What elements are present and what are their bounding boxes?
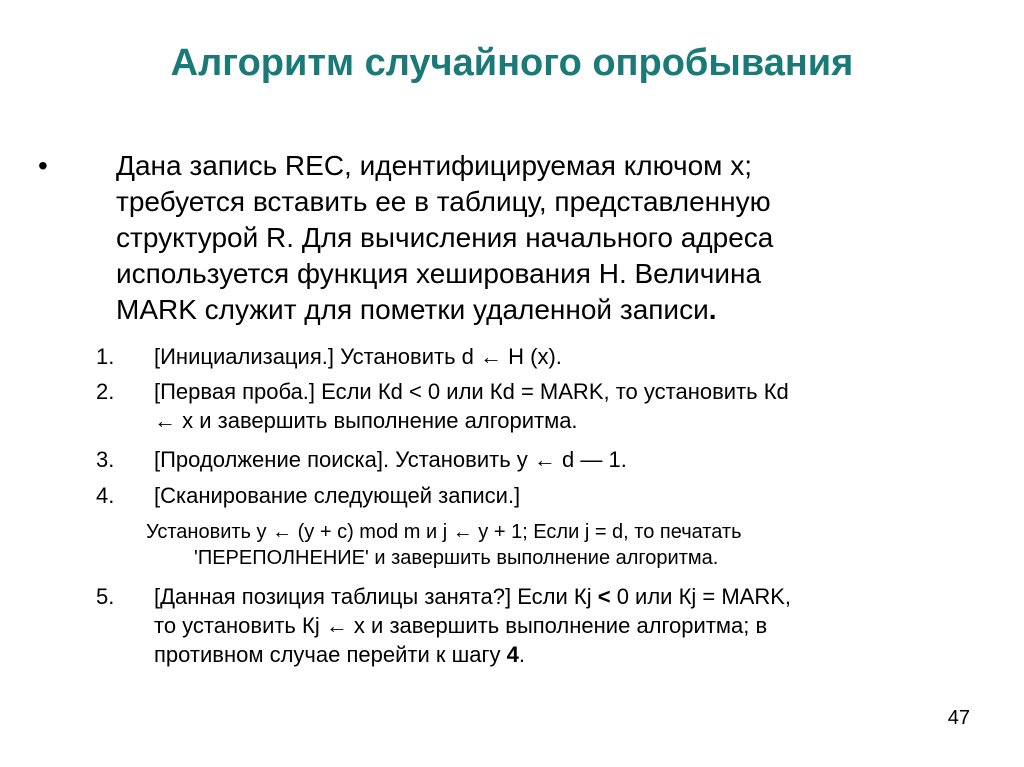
step-line [154,640,994,669]
step-text-bold: < [597,584,611,609]
main-line: структурой R. Для вычисления начального адреса [116,222,774,253]
step-text [154,582,994,669]
note-line: 'ПЕРЕПОЛНЕНИЕ' и завершить выполнение алгоритма. [194,547,719,569]
main-line-last [116,292,996,328]
step-number: 2. [96,379,115,404]
step-line: [Сканирование следующей записи.] [154,483,521,508]
main-line-text: MARK служит для пометки удаленной записи [116,294,709,325]
step-text-part: [Данная позиция таблицы занята?] Если Кj [154,584,598,609]
step-line: [Первая проба.] Если Кd < 0 или Кd = MARK, то установить Кd [154,379,789,404]
step-line [154,582,994,611]
step-line: ← x и завершить выполнение алгоритма. [154,408,578,433]
step-text [154,377,994,435]
step-number: 5. [96,584,115,609]
step-line: то установить Кj ← x и завершить выполнение алгоритма; в [154,613,768,638]
step-number: 4. [96,483,115,508]
step-text-part: противном случае перейти к шагу [154,642,507,667]
bullet-marker: • [38,150,48,181]
step-line: [Продолжение поиска]. Установить у ← d — 1. [154,447,627,472]
step-text-bold: 4 [506,642,519,667]
main-line: требуется вставить ее в таблицу, представленную [116,186,771,217]
slide-title: Алгоритм случайного опробывания [170,42,854,84]
main-end-dot: . [708,294,717,325]
step-text [154,342,994,371]
step-number: 1. [96,344,115,369]
page-number: 47 [947,707,970,729]
step-line: [Инициализация.] Установить d ← H (x). [154,344,562,369]
step-text-part: . [518,642,525,667]
step-text [154,445,994,474]
main-line: Дана запись REC, идентифицируемая ключом x; [116,150,752,181]
step-number: 3. [96,447,115,472]
step-4-note [146,519,742,571]
step-text-part: 0 или Кj = MARK, [610,584,792,609]
main-line: используется функция хеширования H. Величина [116,258,762,289]
note-line: Установить у ← (у + с) mod m и j ← у + 1; Если j = d, то печатать [146,521,742,543]
step-text [154,481,994,510]
main-paragraph [116,148,996,328]
